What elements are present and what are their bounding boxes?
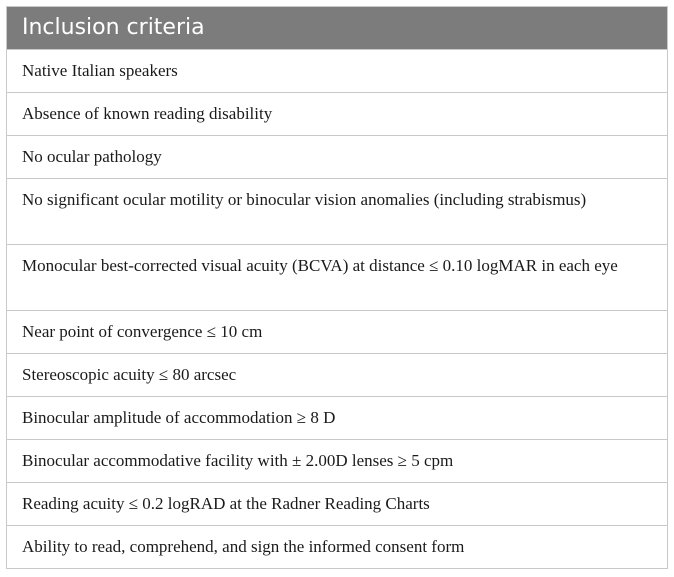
table-row: Stereoscopic acuity ≤ 80 arcsec	[7, 353, 667, 396]
table-row: Binocular amplitude of accommodation ≥ 8 D	[7, 396, 667, 439]
table-row: Native Italian speakers	[7, 49, 667, 92]
table-row: Ability to read, comprehend, and sign the informed consent form	[7, 525, 667, 568]
table-row: No significant ocular motility or binocular vision anomalies (including strabismus)	[7, 178, 667, 244]
table-row: Absence of known reading disability	[7, 92, 667, 135]
table-row: Reading acuity ≤ 0.2 logRAD at the Radner Reading Charts	[7, 482, 667, 525]
table-row: No ocular pathology	[7, 135, 667, 178]
table-row: Monocular best-corrected visual acuity (BCVA) at distance ≤ 0.10 logMAR in each eye	[7, 244, 667, 310]
inclusion-criteria-table	[6, 6, 668, 569]
table-row: Near point of convergence ≤ 10 cm	[7, 310, 667, 353]
table-header: Inclusion criteria	[7, 7, 667, 49]
table-row: Binocular accommodative facility with ± 2.00D lenses ≥ 5 cpm	[7, 439, 667, 482]
